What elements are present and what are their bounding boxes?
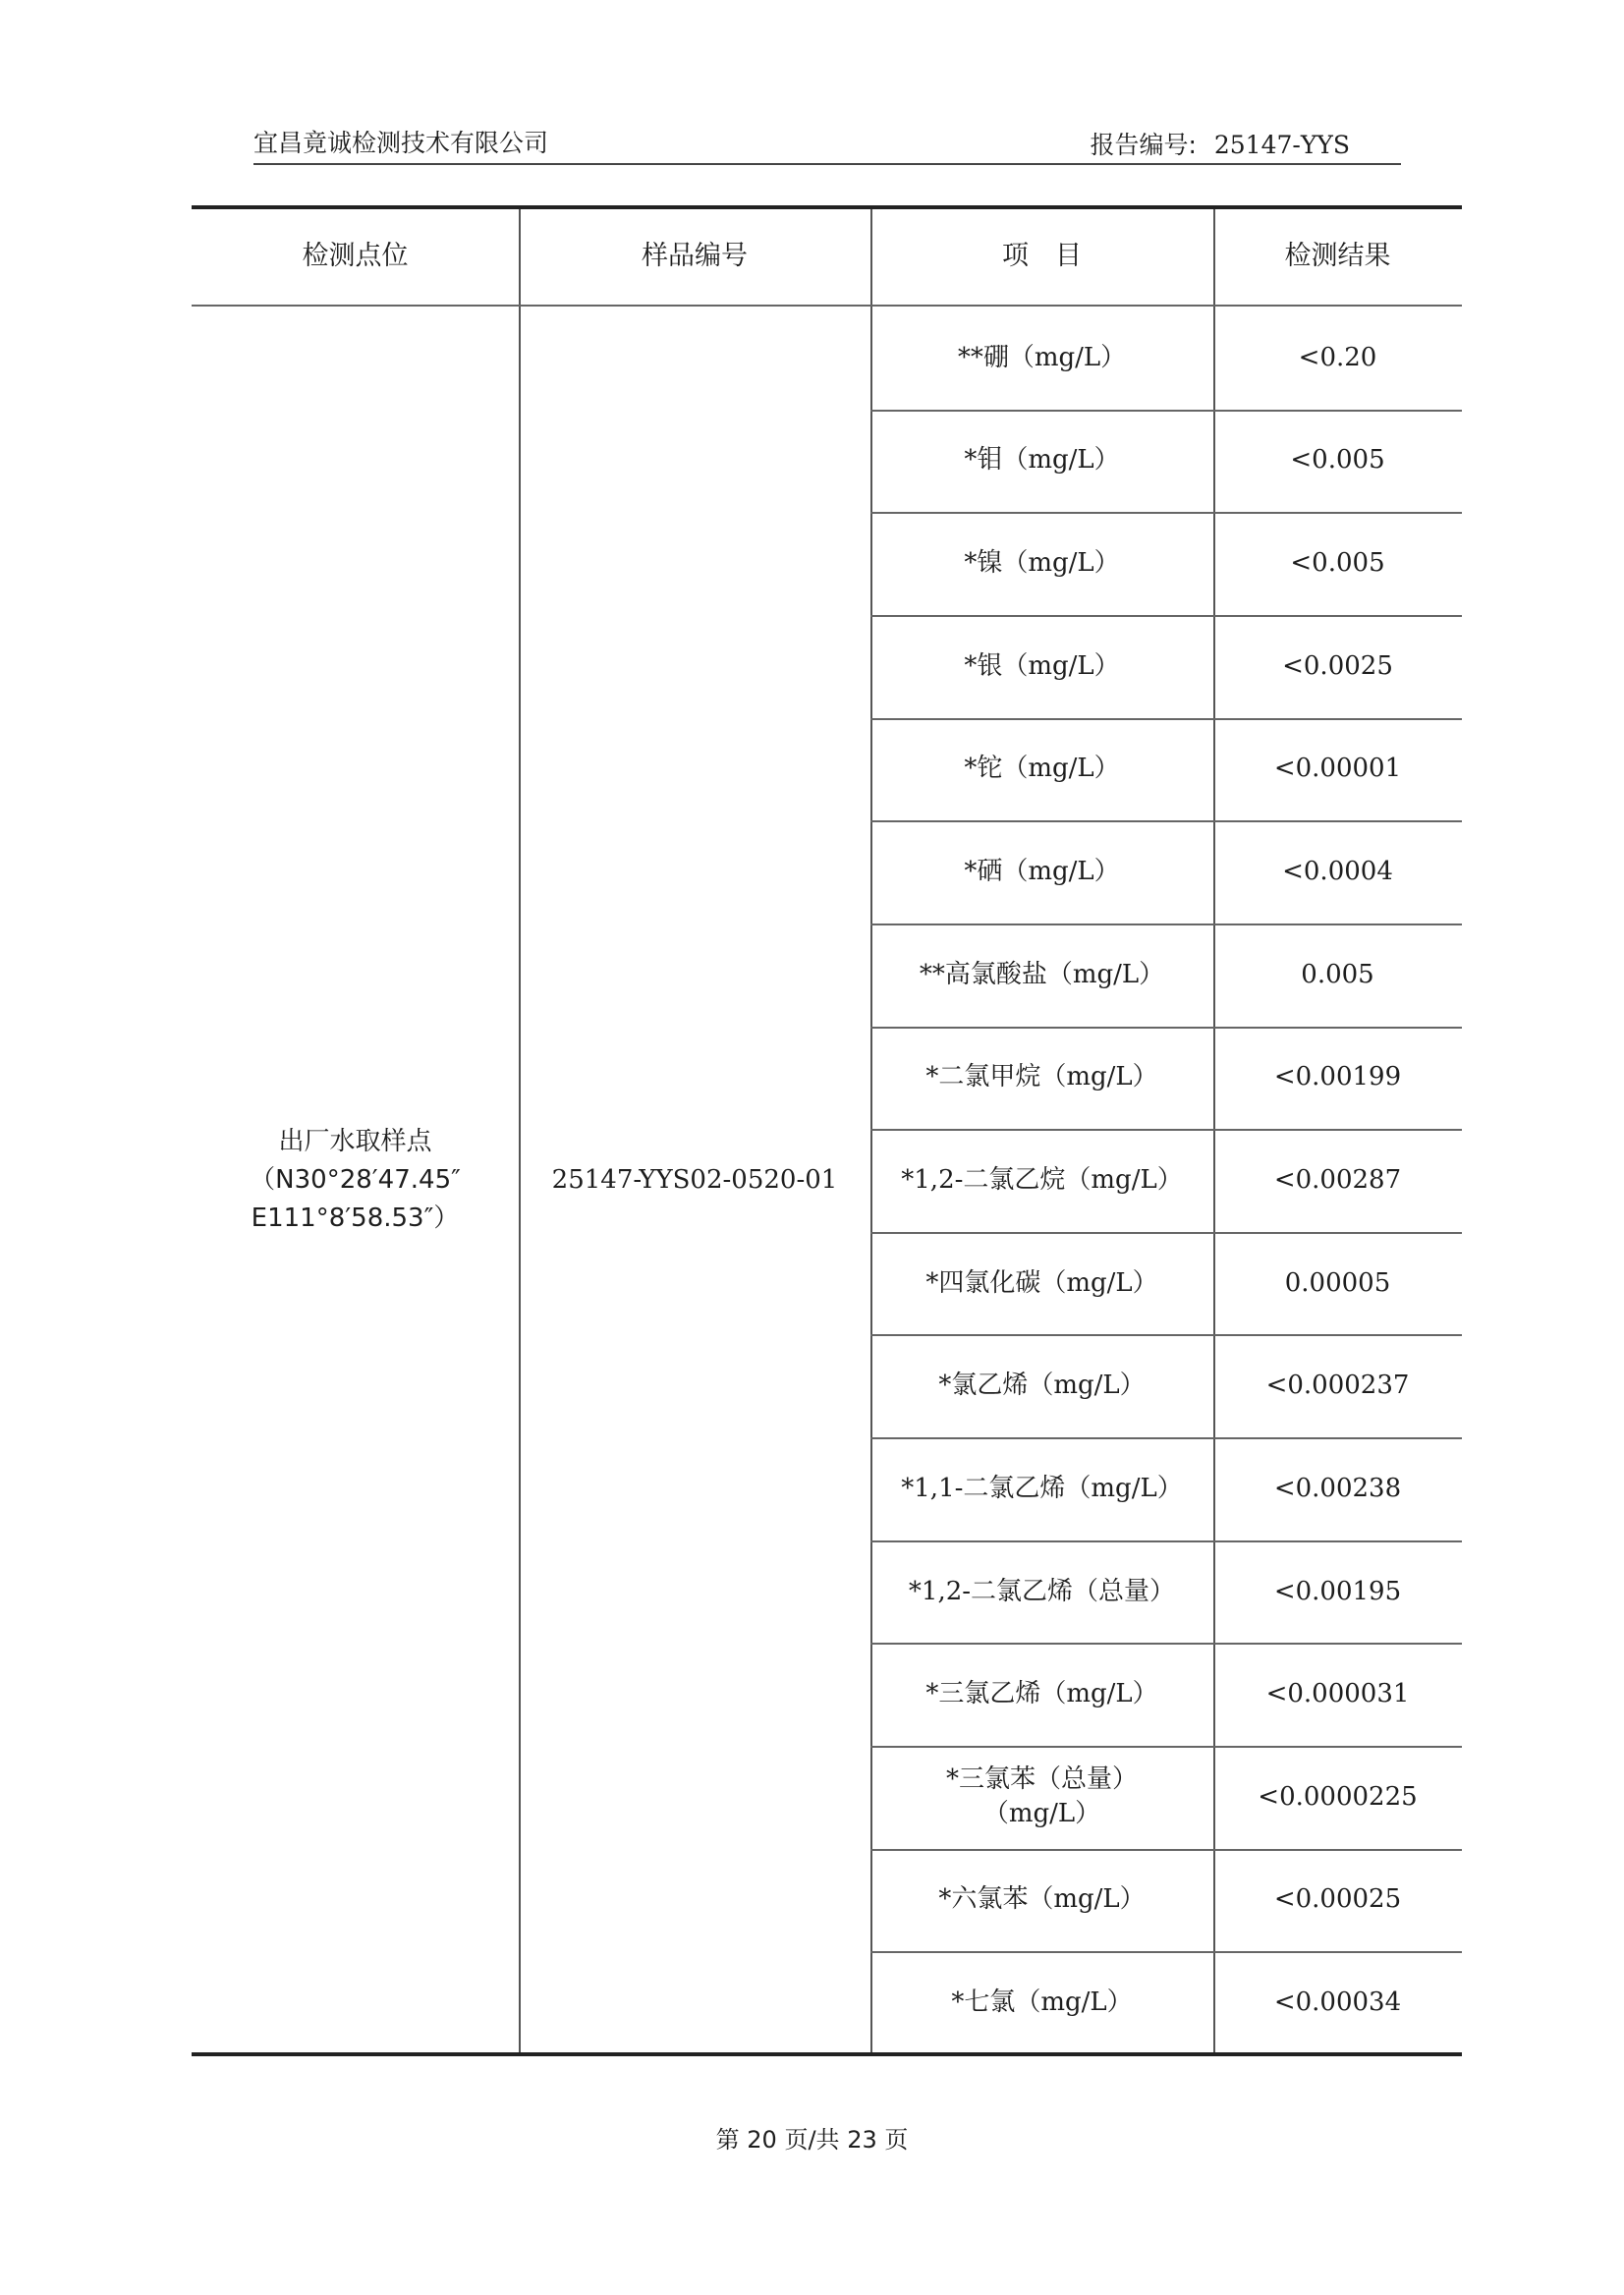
results-table — [192, 205, 1462, 2056]
table-row-result: <0.00001 — [1273, 754, 1402, 784]
table-row-item: *六氯苯（mg/L） — [938, 1884, 1146, 1915]
table-row-item: *四氯化碳（mg/L） — [925, 1267, 1158, 1298]
table-row-item: *1,1-二氯乙烯（mg/L） — [901, 1473, 1183, 1503]
table-row-item: *三氯乙烯（mg/L） — [925, 1679, 1158, 1709]
report-number — [1090, 126, 1350, 161]
table-row-result: 0.00005 — [1284, 1267, 1391, 1298]
table-row-item: **硼（mg/L） — [957, 342, 1127, 372]
table-row-result: <0.00238 — [1273, 1473, 1402, 1503]
report-number-label: 报告编号: — [1090, 131, 1197, 159]
table-row-item: *1,2-二氯乙烷（mg/L） — [901, 1164, 1183, 1195]
location-name: 出厂水取样点 — [278, 1127, 432, 1156]
footer-mid: 页/共 — [784, 2126, 840, 2154]
result-rows — [870, 307, 1462, 2054]
col-header-item: 项 目 — [1002, 241, 1082, 272]
table-row-item: *铊（mg/L） — [964, 754, 1120, 784]
company-name: 宜昌竟诚检测技术有限公司 — [253, 129, 549, 157]
table-row-item: **高氯酸盐（mg/L） — [919, 959, 1165, 989]
table-row-result: <0.0004 — [1282, 857, 1393, 886]
sample-id: 25147-YYS02-0520-01 — [551, 1164, 838, 1195]
table-row-result: <0.00025 — [1273, 1884, 1402, 1915]
table-row-result: <0.0000225 — [1258, 1781, 1418, 1812]
current-page: 20 — [747, 2126, 777, 2154]
table-row-result: <0.00287 — [1273, 1164, 1402, 1195]
table-row-item: *钼（mg/L） — [964, 445, 1120, 476]
location-longitude: E111°8′58.53″） — [251, 1203, 460, 1233]
table-row-result: <0.20 — [1298, 342, 1377, 372]
report-number-value: 25147-YYS — [1213, 131, 1350, 159]
footer-ye: 页 — [884, 2126, 909, 2154]
page-footer — [0, 2120, 1624, 2155]
table-row-item: *二氯甲烷（mg/L） — [925, 1062, 1158, 1092]
table-row-result: 0.005 — [1301, 959, 1374, 989]
table-row-item: *银（mg/L） — [964, 650, 1120, 681]
col-header-result: 检测结果 — [1284, 241, 1391, 272]
col-header-sample-id: 样品编号 — [642, 241, 748, 272]
table-row-item: *氯乙烯（mg/L） — [938, 1371, 1146, 1401]
table-row-result: <0.005 — [1290, 548, 1385, 579]
total-pages: 23 — [847, 2126, 877, 2154]
col-header-location: 检测点位 — [302, 241, 409, 272]
location-latitude: （N30°28′47.45″ — [250, 1165, 461, 1195]
table-row-result: <0.00195 — [1273, 1576, 1402, 1606]
sampling-location — [192, 307, 519, 2054]
table-row-item: *硒（mg/L） — [964, 857, 1120, 886]
table-row-result: <0.000237 — [1265, 1371, 1410, 1401]
table-row-result: <0.000031 — [1265, 1679, 1410, 1709]
table-row-result: <0.0025 — [1282, 650, 1393, 681]
table-row-item: *三氯苯（总量） （mg/L） — [945, 1764, 1138, 1829]
table-row-item: *1,2-二氯乙烯（总量） — [908, 1576, 1176, 1606]
table-row-result: <0.005 — [1290, 445, 1385, 476]
footer-di: 第 — [715, 2126, 740, 2154]
page-header — [253, 124, 1401, 165]
table-row-item: *镍（mg/L） — [964, 548, 1120, 579]
table-row-result: <0.00034 — [1273, 1987, 1402, 2018]
table-row-item: *七氯（mg/L） — [951, 1987, 1133, 2018]
table-row-result: <0.00199 — [1273, 1062, 1402, 1092]
